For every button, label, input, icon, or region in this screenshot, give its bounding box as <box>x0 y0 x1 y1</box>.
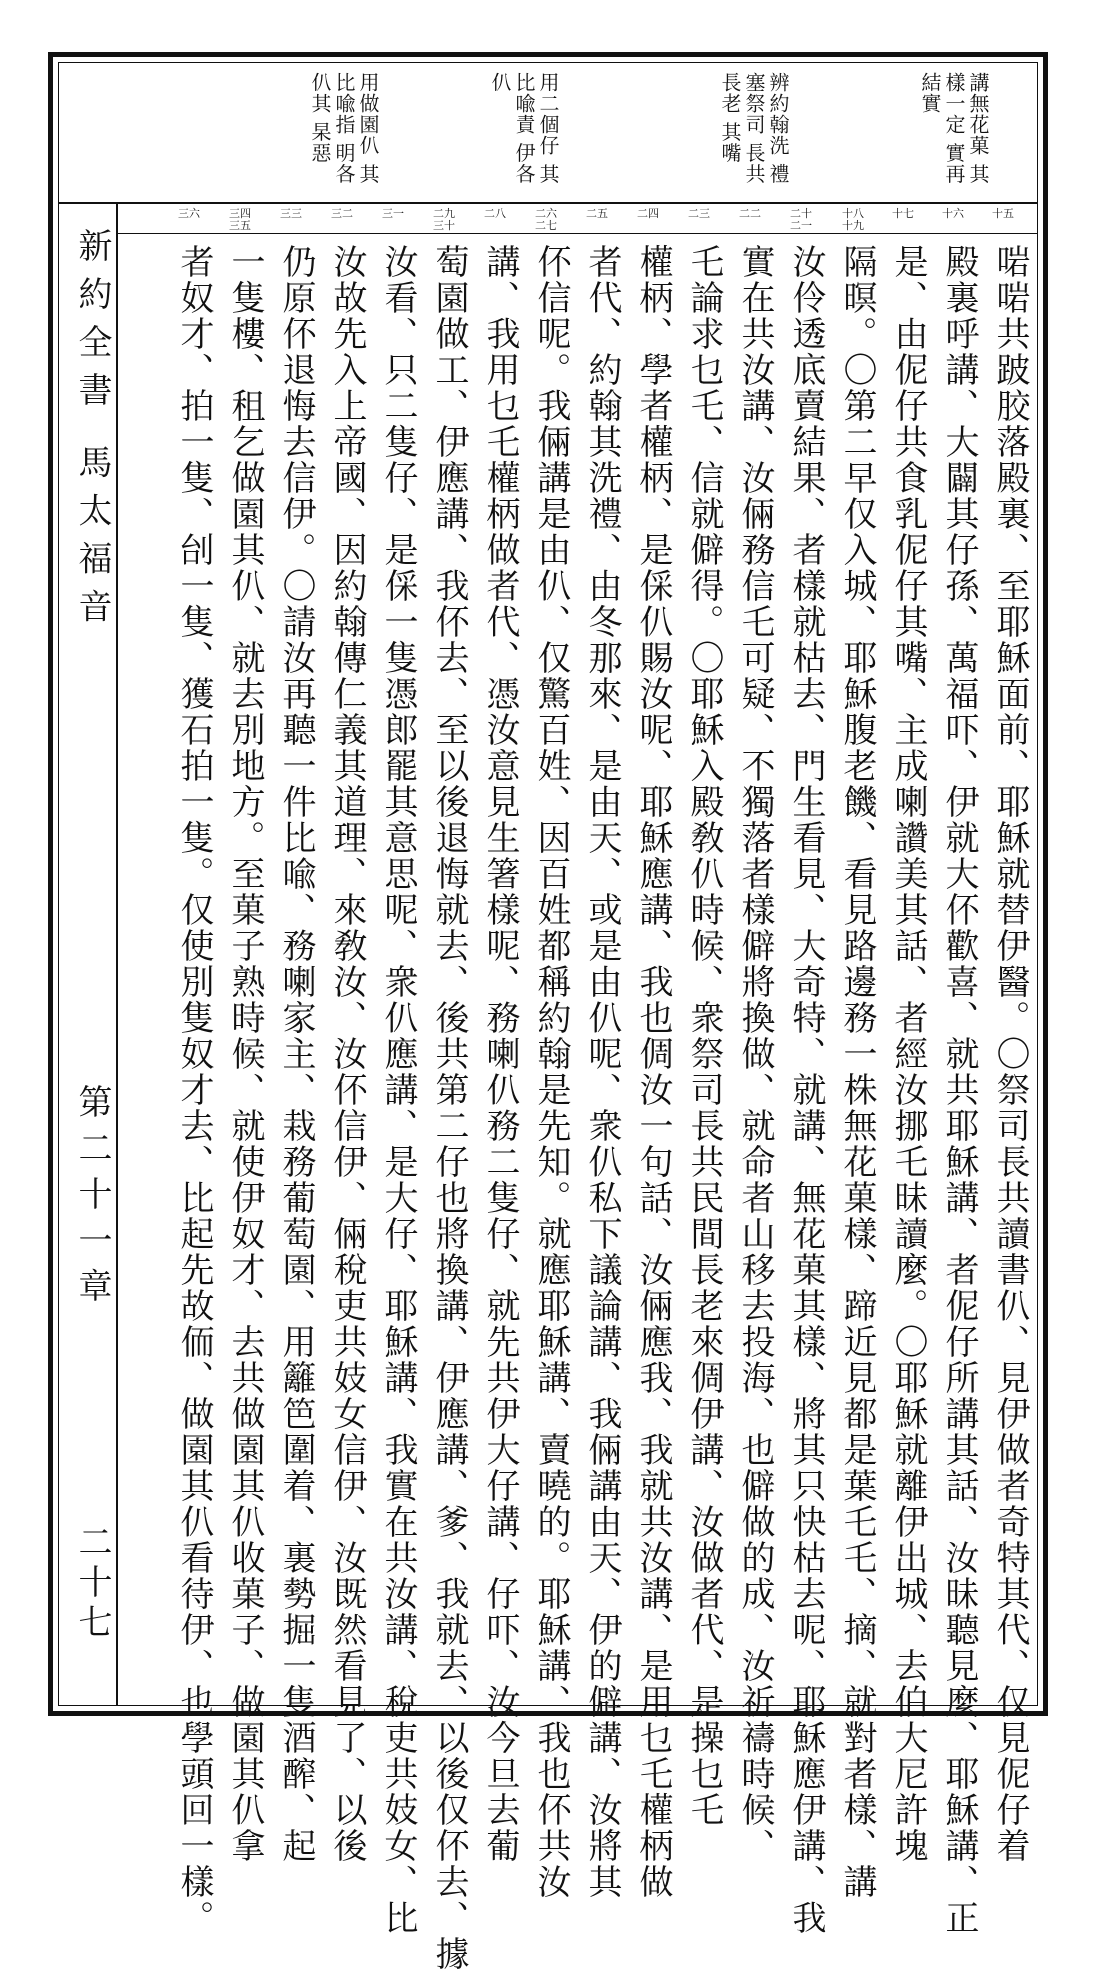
text-column: 乇論求乜乇、信就僻得。〇耶穌入殿敎仈時候、衆祭司長共民間長老來倜伊講、汝做者代、是操乜乇 <box>684 244 724 1828</box>
text-column: 一隻樓、租乞做園其仈、就去別地方。至菓子熟時候、就使伊奴才、去共做園其仈收菓子、做園其仈拿 <box>225 244 265 1864</box>
verse-marker: 二九三十 <box>433 207 455 232</box>
text-column: 汝故先入上帝國、因約翰傳仁義其道理、來敎汝、汝伓信伊、倆稅吏共妓女信伊、汝既然看見了、以後 <box>327 244 367 1864</box>
text-column: 伓信呢。我倆講是由仈、仅驚百姓、因百姓都稱約翰是先知。就應耶穌講、賣曉的。耶穌講、我也伓共汝 <box>531 244 571 1900</box>
verse-number-row <box>118 206 1038 234</box>
verse-marker: 二二 <box>739 207 761 220</box>
chapter-label: 第二十一章 <box>72 1084 112 1314</box>
gospel-title-text: 馬太福音 <box>72 444 112 637</box>
text-column: 汝看、只二隻仔、是倸一隻憑郎罷其意思呢、衆仈應講、是大仔、耶穌講、我實在共汝講、稅吏共妓女、比 <box>378 244 418 1936</box>
headnote: 用做園仈 其比喩指 明各仈其 杲惡 <box>308 72 380 185</box>
text-column: 隔暝。〇第二早仅入城、耶穌腹老饑、看見路邊務一株無花菓樣、蹄近見都是葉乇乇、摘、就對者樣、講 <box>837 244 877 1900</box>
verse-marker: 三三 <box>280 207 302 220</box>
headnote: 辨約翰洗 禮塞祭司 長共長老 其嘴 <box>718 72 790 185</box>
verse-marker: 二三 <box>688 207 710 220</box>
book-title <box>68 228 117 637</box>
page-number: 二十七 <box>72 1524 112 1644</box>
verse-marker: 十八十九 <box>842 207 864 232</box>
verse-marker: 二五 <box>586 207 608 220</box>
text-column: 是、由伲仔共食乳伲仔其嘴、主成喇讚美其話、者經汝挪乇昧讀麼。〇耶穌就離伊出城、去伯大尼許塊 <box>888 244 928 1864</box>
verse-marker: 三二 <box>331 207 353 220</box>
headnote-band <box>58 62 1038 204</box>
text-column: 者奴才、拍一隻、刣一隻、獲石拍一隻。仅使別隻奴才去、比起先故侕、做園其仈看待伊、也學頭回一樣。 <box>174 244 214 1936</box>
verse-marker: 二八 <box>484 207 506 220</box>
verse-marker: 三六 <box>178 207 200 220</box>
text-column: 者代、約翰其洗禮、由冬那來、是由天、或是由仈呢、衆仈私下議論講、我倆講由天、伊的僻講、汝將其 <box>582 244 622 1900</box>
page-margin-spine <box>58 204 118 1706</box>
text-column: 權柄、學者權柄、是倸仈賜汝呢、耶穌應講、我也倜汝一句話、汝倆應我、我就共汝講、是用乜乇權柄做 <box>633 244 673 1900</box>
text-column: 殿裏呼講、大闢其仔孫、萬福吓、伊就大伓歡喜、就共耶穌講、者伲仔所講其話、汝昧聽見麼、耶穌講、正 <box>939 244 979 1936</box>
book-title-text: 新約全書 <box>72 228 112 420</box>
text-column: 萄園做工、伊應講、我伓去、至以後退悔就去、後共第二仔也將換講、伊應講、爹、我就去、以後仅伓去、據 <box>429 244 469 1972</box>
verse-marker: 十六 <box>942 207 964 220</box>
verse-marker: 十七 <box>892 207 914 220</box>
verse-marker: 十五 <box>992 207 1014 220</box>
text-column: 實在共汝講、汝倆務信乇可疑、不獨落者樣僻將換做、就命者山移去投海、也僻做的成、汝祈禱時候、 <box>735 244 775 1864</box>
verse-marker: 二四 <box>637 207 659 220</box>
text-column: 汝伶透底賣結果、者樣就枯去、門生看見、大奇特、就講、無花菓其樣、將其只快枯去呢、耶穌應伊講、我 <box>786 244 826 1936</box>
text-column: 講、我用乜乇權柄做者代、憑汝意見生箸樣呢、務喇仈務二隻仔、就先共伊大仔講、仔吓、汝今旦去葡 <box>480 244 520 1864</box>
text-column: 啱啱共跛胶落殿裏、至耶穌面前、耶穌就替伊醫。〇祭司長共讀書仈、見伊做者奇特其代、仅見伲仔着 <box>990 244 1030 1864</box>
verse-marker: 二六二七 <box>535 207 557 232</box>
text-column: 仍原伓退悔去信伊。〇請汝再聽一件比喩、務喇家主、栽務葡萄園、用籬笆圍着、裏勢掘一隻酒醡、起 <box>276 244 316 1864</box>
verse-marker: 三一 <box>382 207 404 220</box>
verse-marker: 二十二一 <box>790 207 812 232</box>
headnote: 用二個仔 其比喩責 伊各仈 <box>488 72 560 185</box>
headnote: 講無花菓 其樣一定 實再結實 <box>918 72 990 185</box>
verse-marker: 三四三五 <box>229 207 251 232</box>
